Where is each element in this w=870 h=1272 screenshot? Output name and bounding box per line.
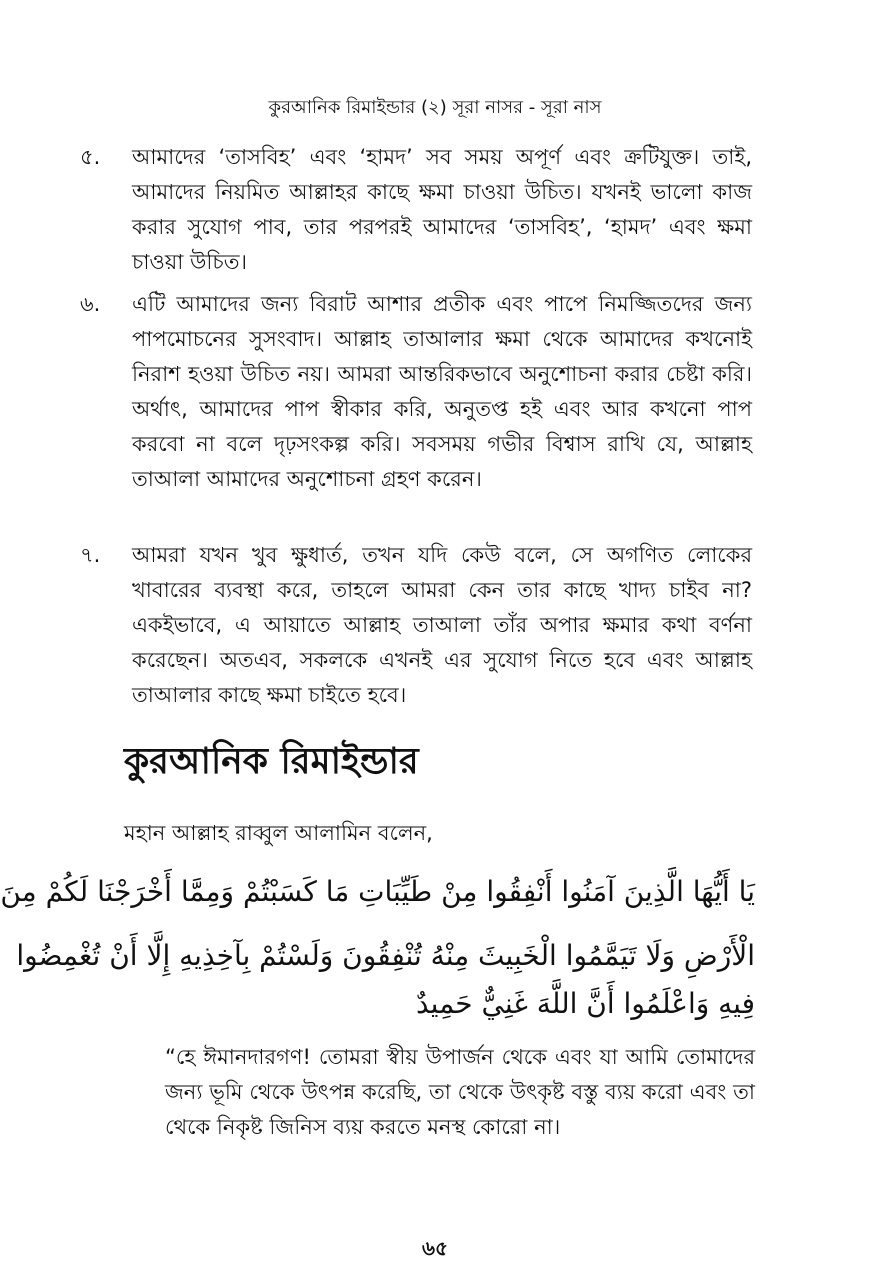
page-number: ৬৫ <box>422 1236 448 1260</box>
arabic-verse-line: فِيهِ وَاعْلَمُوا أَنَّ اللَّهَ غَنِيٌّ حَمِيدٌ <box>415 987 755 1020</box>
list-item-text: আমরা যখন খুব ক্ষুধার্ত, তখন যদি কেউ বলে, সে অগণিত লোকের খাবারের ব্যবস্থা করে, তাহলে আমরা কেন তার কাছে খাদ্য চাইব না? একইভাবে, এ আয়াতে আল্লাহ তাআলা তাঁর অপার ক্ষমার কথা বর্ণনা করেছেন। অতএব, সকলকে এখনই এর সুযোগ নিতে হবে এবং আল্লাহ তাআলার কাছে ক্ষমা চাইতে হবে। <box>132 543 752 707</box>
list-item-text: আমাদের ‘তাসবিহ’ এবং ‘হামদ’ সব সময় অপূর্ণ এবং ক্রটিযুক্ত। তাই, আমাদের নিয়মিত আল্লাহর কাছে ক্ষমা চাওয়া উচিত। যখনই ভালো কাজ করার সুযোগ পাব, তার পরপরই আমাদের ‘তাসবিহ’, ‘হামদ’ এবং ক্ষমা চাওয়া উচিত। <box>132 145 752 274</box>
list-item <box>80 538 752 713</box>
list-item-text: এটি আমাদের জন্য বিরাট আশার প্রতীক এবং পাপে নিমজ্জিতদের জন্য পাপমোচনের সুসংবাদ। আল্লাহ তাআলার ক্ষমা থেকে আমাদের কখনোই নিরাশ হওয়া উচিত নয়। আমরা আন্তরিকভাবে অনুশোচনা করার চেষ্টা করি। অর্থাৎ, আমাদের পাপ স্বীকার করি, অনুতপ্ত হই এবং আর কখনো পাপ করবো না বলে দৃঢ়সংকল্প করি। সবসময় গভীর বিশ্বাস রাখি যে, আল্লাহ তাআলা আমাদের অনুশোচনা গ্রহণ করেন। <box>132 292 752 491</box>
list-item-number: ৭. <box>80 543 101 567</box>
arabic-verse-line: يَا أَيُّهَا الَّذِينَ آمَنُوا أَنْفِقُوا مِنْ طَيِّبَاتِ مَا كَسَبْتُمْ وَمِمَّا أَخْرَجْنَا لَكُمْ مِنَ <box>0 875 755 908</box>
section-heading: কুরআনিক রিমাইন্ডার <box>124 741 419 782</box>
list-item-number: ৫. <box>80 145 101 169</box>
intro-text: মহান আল্লাহ রাব্বুল আলামিন বলেন, <box>124 821 433 845</box>
arabic-verse-line: الْأَرْضِ وَلَا تَيَمَّمُوا الْخَبِيثَ مِنْهُ تُنْفِقُونَ وَلَسْتُمْ بِآخِذِيهِ إِلَّا أَنْ تُغْمِضُوا <box>16 939 755 972</box>
list-item-number: ৬. <box>80 292 101 316</box>
list-item <box>80 287 752 497</box>
verse-translation: “হে ঈমানদারগণ! তোমরা স্বীয় উপার্জন থেকে এবং যা আমি তোমাদের জন্য ভূমি থেকে উৎপন্ন করেছি, তা থেকে উৎকৃষ্ট বস্তু ব্যয় করো এবং তা থেকে নিকৃষ্ট জিনিস ব্যয় করতে মনস্থ কোরো না। <box>165 1045 755 1139</box>
list-item <box>80 140 752 280</box>
running-header: কুরআনিক রিমাইন্ডার (২) সূরা নাসর - সূরা নাস <box>268 97 602 118</box>
